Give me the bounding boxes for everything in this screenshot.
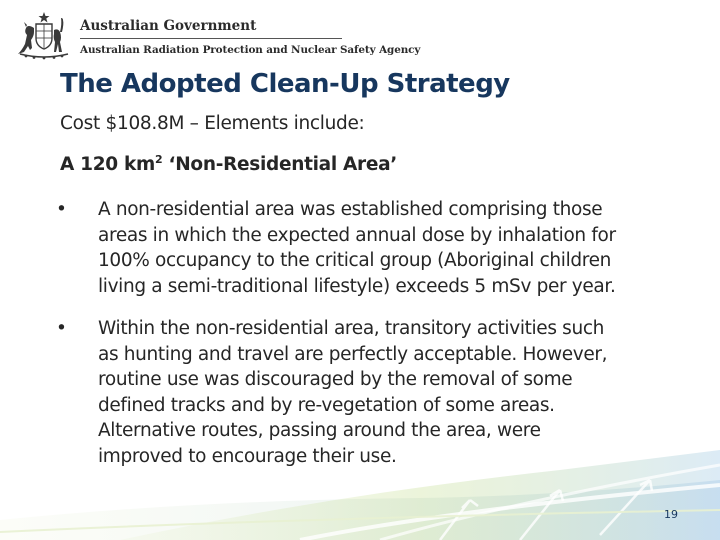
bullet-line: routine use was discouraged by the removal of some xyxy=(98,369,573,390)
bullet-line: improved to encourage their use. xyxy=(98,445,397,467)
bullet-line: areas in which the expected annual dose by inhalation for xyxy=(98,224,616,246)
section-heading xyxy=(60,153,397,175)
slide-subtitle: Cost $108.8M – Elements include: xyxy=(60,113,365,134)
bullet-line: Within the non-residential area, transitory activities such xyxy=(98,318,605,339)
bullet-line: A non-residential area was established comprising those xyxy=(98,199,603,220)
agency-name: Australian Radiation Protection and Nuclear Safety Agency xyxy=(80,44,421,56)
page-number: 19 xyxy=(664,508,678,521)
slide-title: The Adopted Clean-Up Strategy xyxy=(60,69,510,99)
bullet-text xyxy=(98,197,678,299)
heading-superscript: 2 xyxy=(155,153,163,166)
government-name: Australian Government xyxy=(80,18,257,34)
bullet-line: 100% occupancy to the critical group (Aboriginal children xyxy=(98,250,612,271)
heading-text-end: ‘Non-Residential Area’ xyxy=(162,154,398,175)
bullet-line: as hunting and travel are perfectly acceptable. However, xyxy=(98,343,608,365)
bullet-line: defined tracks and by re-vegetation of some areas. xyxy=(98,394,555,416)
footer-decoration xyxy=(0,440,720,540)
government-logo xyxy=(14,10,421,60)
bullet-line: living a semi-traditional lifestyle) exceeds 5 mSv per year. xyxy=(98,275,616,297)
logo-divider xyxy=(80,38,342,39)
heading-text-start: A 120 km xyxy=(60,154,155,175)
bullet-marker: • xyxy=(56,199,67,220)
bullet-marker: • xyxy=(56,318,67,339)
bullet-line: Alternative routes, passing around the area, were xyxy=(98,420,541,441)
commonwealth-coat-of-arms-icon xyxy=(14,10,74,60)
